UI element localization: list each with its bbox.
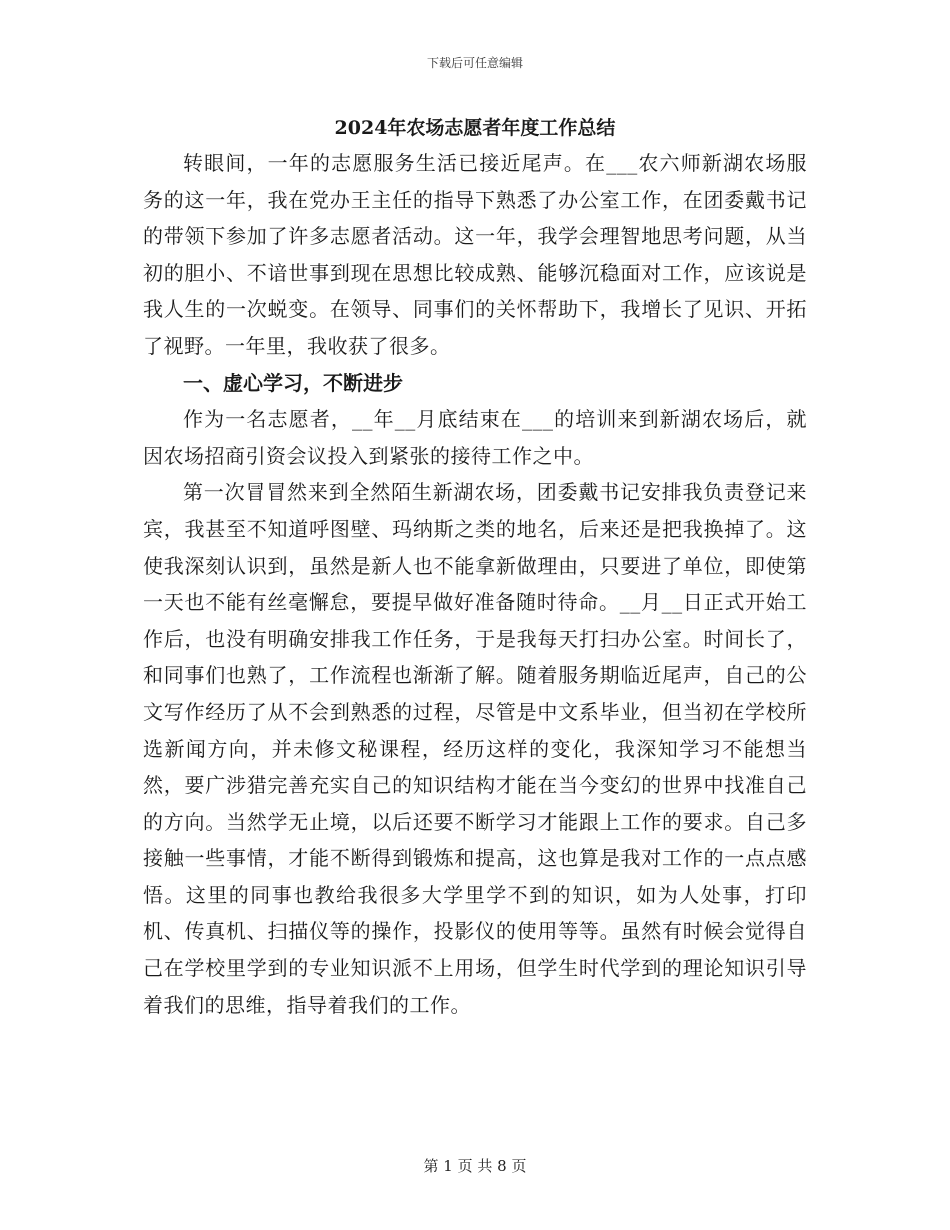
page-header: 下载后可任意编辑 [426, 56, 523, 70]
document-body [143, 112, 807, 1023]
section-1-paragraph-2: 第一次冒冒然来到全然陌生新湖农场，团委戴书记安排我负责登记来宾，我甚至不知道呼图壁、玛纳斯之类的地名，后来还是把我换掉了。这使我深刻认识到，虽然是新人也不能拿新做理由，只要进了单位，即使第一天也不能有丝毫懈怠，要提早做好准备随时待命。__月__日正式开始工作后，也没有明确安排我工作任务，于是我每天打扫办公室。时间长了，和同事们也熟了，工作流程也渐渐了解。随着服务期临近尾声，自己的公文写作经历了从不会到熟悉的过程，尽管是中文系毕业，但当初在学校所选新闻方向，并未修文秘课程，经历这样的变化，我深知学习不能想当然，要广涉猎完善充实自己的知识结构才能在当今变幻的世界中找准自己的方向。当然学无止境，以后还要不断学习才能跟上工作的要求。自己多接触一些事情，才能不断得到锻炼和提高，这也算是我对工作的一点点感悟。这里的同事也教给我很多大学里学不到的知识，如为人处事，打印机、传真机、扫描仪等的操作，投影仪的使用等等。虽然有时候会觉得自己在学校里学到的专业知识派不上用场，但学生时代学到的理论知识引导着我们的思维，指导着我们的工作。 [143, 480, 807, 1017]
section-1-paragraph-1: 作为一名志愿者，__年__月底结束在___的培训来到新湖农场后，就因农场招商引资会议投入到紧张的接待工作之中。 [143, 407, 807, 468]
intro-paragraph: 转眼间，一年的志愿服务生活已接近尾声。在___农六师新湖农场服务的这一年，我在党办王主任的指导下熟悉了办公室工作，在团委戴书记的带领下参加了许多志愿者活动。这一年，我学会理智地思考问题，从当初的胆小、不谙世事到现在思想比较成熟、能够沉稳面对工作，应该说是我人生的一次蜕变。在领导、同事们的关怀帮助下，我增长了见识、开拓了视野。一年里，我收获了很多。 [143, 151, 807, 358]
section-heading-1: 一、虚心学习，不断进步 [183, 370, 403, 395]
document-title: 2024年农场志愿者年度工作总结 [334, 117, 616, 139]
page-number: 第 1 页 共 8 页 [423, 1157, 527, 1175]
